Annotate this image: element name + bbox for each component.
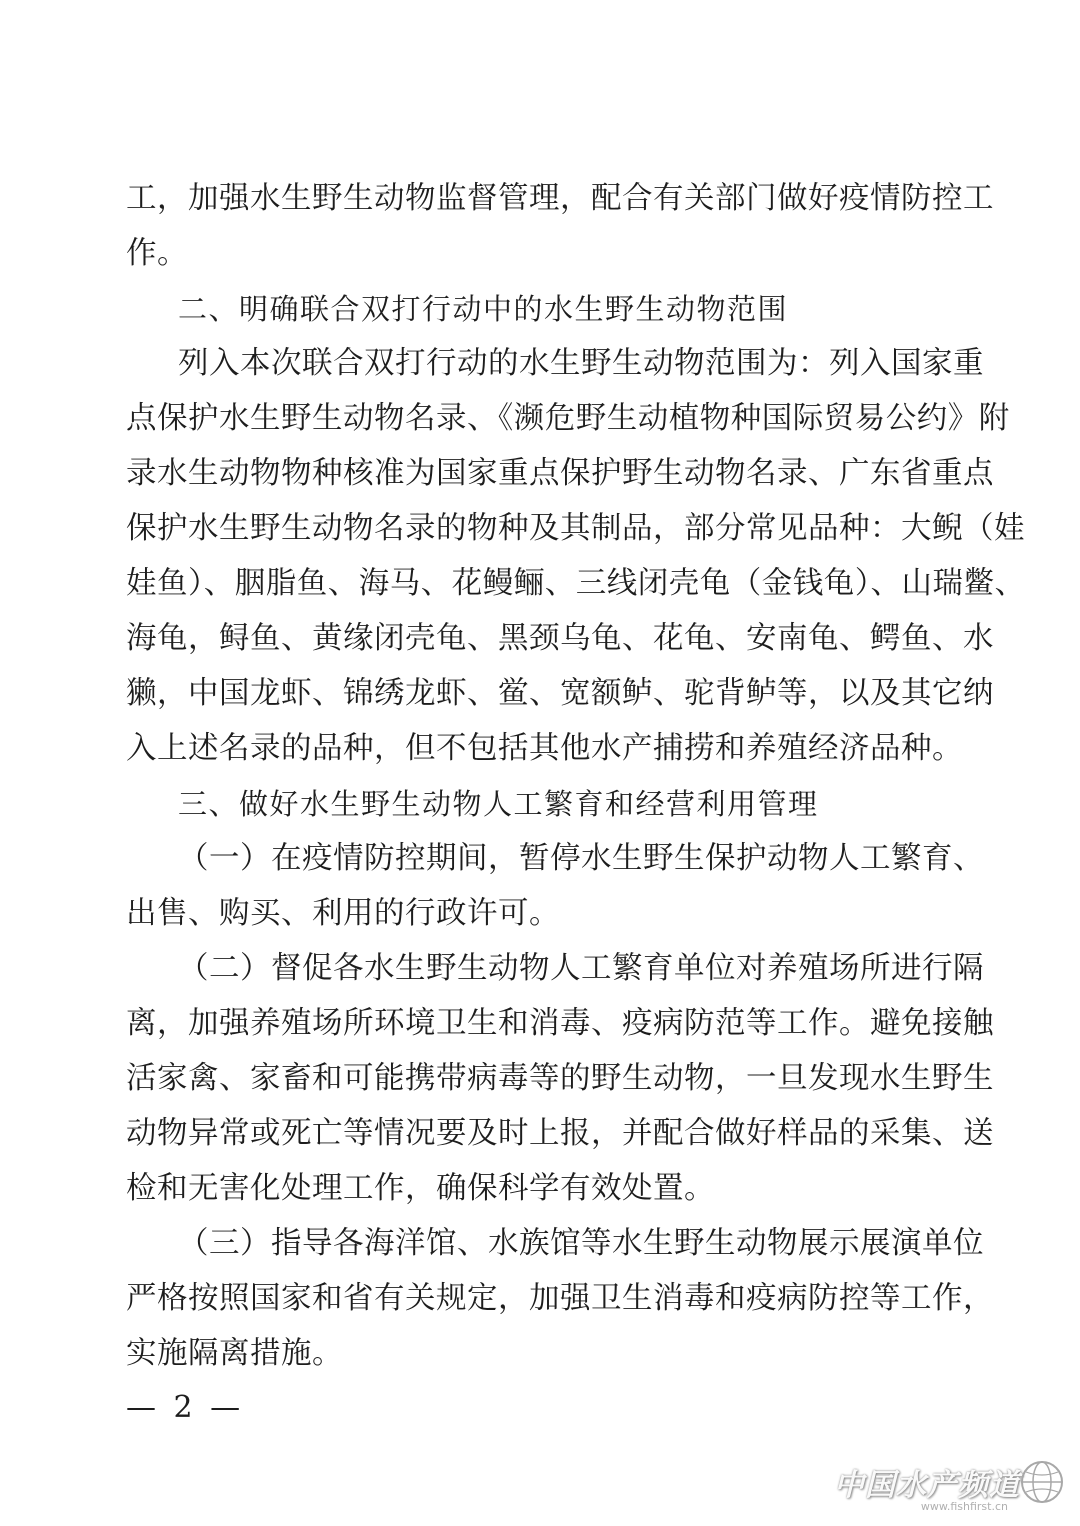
page-number: — 2 — <box>126 1390 245 1425</box>
paragraph-line: （一）在疫情防控期间，暂停水生野生保护动物人工繁育、 <box>178 841 984 876</box>
paragraph-line: 作。 <box>126 236 188 271</box>
paragraph-line: 列入本次联合双打行动的水生野生动物范围为：列入国家重 <box>178 346 984 381</box>
paragraph-line: 动物异常或死亡等情况要及时上报，并配合做好样品的采集、送 <box>126 1116 994 1151</box>
paragraph-line: 录水生动物物种核准为国家重点保护野生动物名录、广东省重点 <box>126 456 994 491</box>
paragraph-line: 娃鱼）、胭脂鱼、海马、花鳗鲡、三线闭壳龟（金钱龟）、山瑞鳖、 <box>126 566 1026 601</box>
section-heading: 三、做好水生野生动物人工繁育和经营利用管理 <box>178 787 819 821</box>
paragraph-line: 活家禽、家畜和可能携带病毒等的野生动物，一旦发现水生野生 <box>126 1061 994 1096</box>
watermark-text: 中国水产频道 <box>834 1468 1020 1503</box>
section-heading: 二、明确联合双打行动中的水生野生动物范围 <box>178 292 789 326</box>
paragraph-line: 海龟，鲟鱼、黄缘闭壳龟、黑颈乌龟、花龟、安南龟、鳄鱼、水 <box>126 621 994 656</box>
watermark-url: www.fishfirst.cn <box>920 1500 1008 1513</box>
paragraph-line: 入上述名录的品种，但不包括其他水产捕捞和养殖经济品种。 <box>126 731 963 766</box>
paragraph-line: 工，加强水生野生动物监督管理，配合有关部门做好疫情防控工 <box>126 181 994 216</box>
paragraph-line: 离，加强养殖场所环境卫生和消毒、疫病防范等工作。避免接触 <box>126 1006 994 1041</box>
paragraph-line: 出售、购买、利用的行政许可。 <box>126 896 560 931</box>
paragraph-line: 獭，中国龙虾、锦绣龙虾、鲎、宽额鲈、驼背鲈等，以及其它纳 <box>126 676 994 711</box>
paragraph-line: 保护水生野生动物名录的物种及其制品，部分常见品种：大鲵（娃 <box>126 511 1025 546</box>
paragraph-line: 实施隔离措施。 <box>126 1336 343 1371</box>
paragraph-line: （二）督促各水生野生动物人工繁育单位对养殖场所进行隔 <box>178 951 984 986</box>
paragraph-line: 检和无害化处理工作，确保科学有效处置。 <box>126 1171 715 1206</box>
paragraph-line: （三）指导各海洋馆、水族馆等水生野生动物展示展演单位 <box>178 1226 984 1261</box>
paragraph-line: 严格按照国家和省有关规定，加强卫生消毒和疫病防控等工作， <box>126 1281 994 1316</box>
paragraph-line: 点保护水生野生动物名录、《濒危野生动植物种国际贸易公约》附 <box>126 401 1010 436</box>
globe-icon <box>1018 1458 1066 1506</box>
